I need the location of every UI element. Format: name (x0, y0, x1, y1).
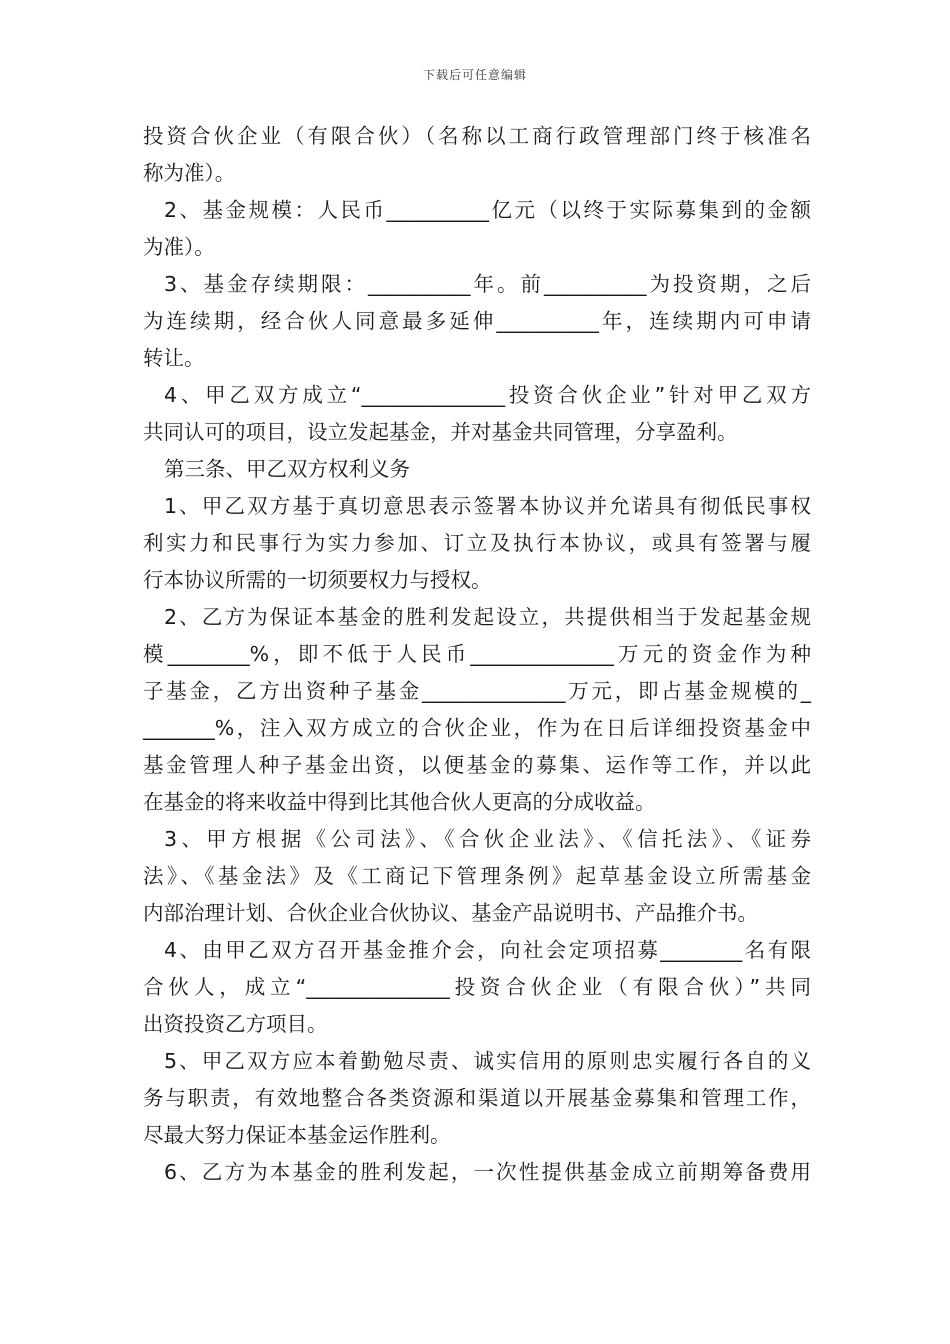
document-body (143, 118, 811, 1191)
page-header: 下载后可任意编辑 (422, 68, 527, 82)
text-line: 出资投资乙方项目。 (143, 1012, 328, 1036)
text-line: 行本协议所需的一切须要权力与授权。 (143, 568, 492, 592)
text-line: 5、甲乙双方应本着勤勉尽责、诚实信用的原则忠实履行各自的义 (164, 1049, 811, 1073)
text-line: 利实力和民事行为实力参加、订立及执行本协议，或具有签署与履 (143, 531, 811, 555)
text-line: 3、基金存续期限：__________年。前__________为投资期，之后 (164, 272, 811, 296)
text-line: 称为准）。 (143, 161, 236, 185)
text-line: 2、乙方为保证本基金的胜利发起设立，共提供相当于发起基金规 (164, 605, 811, 629)
text-line: 1、甲乙双方基于真切意思表示签署本协议并允诺具有彻低民事权 (164, 494, 811, 518)
text-line: 模________%，即不低于人民币______________万元的资金作为种 (143, 642, 811, 666)
text-line: 投资合伙企业（有限合伙）（名称以工商行政管理部门终于核准名 (143, 124, 811, 148)
text-line: 第三条、甲乙双方权利义务 (164, 457, 410, 481)
text-line: 基金管理人种子基金出资，以便基金的募集、运作等工作，并以此 (143, 753, 811, 777)
text-line: 子基金，乙方出资种子基金______________万元，即占基金规模的_ (143, 679, 811, 703)
text-line: 4、甲乙双方成立“______________投资合伙企业”针对甲乙双方 (164, 383, 811, 407)
text-line: 为连续期，经合伙人同意最多延伸__________年，连续期内可申请 (143, 309, 811, 333)
text-line: 3、甲方根据《公司法》、《合伙企业法》、《信托法》、《证券 (164, 827, 811, 851)
text-line: 在基金的将来收益中得到比其他合伙人更高的分成收益。 (143, 790, 656, 814)
text-line: 转让。 (143, 346, 205, 370)
text-line: 2、基金规模：人民币__________亿元（以终于实际募集到的金额 (164, 198, 811, 222)
text-line: 内部治理计划、合伙企业合伙协议、基金产品说明书、产品推介书。 (143, 901, 758, 925)
text-line: 共同认可的项目，设立发起基金，并对基金共同管理，分享盈利。 (143, 420, 738, 444)
text-line: 合伙人，成立“______________投资合伙企业（有限合伙）”共同 (143, 975, 811, 999)
text-line: 法》、《基金法》及《工商记下管理条例》起草基金设立所需基金 (143, 864, 811, 888)
text-line: _______%，注入双方成立的合伙企业，作为在日后详细投资基金中 (143, 716, 811, 740)
text-line: 4、由甲乙双方召开基金推介会，向社会定项招募________名有限 (164, 938, 811, 962)
text-line: 6、乙方为本基金的胜利发起，一次性提供基金成立前期筹备费用 (164, 1160, 811, 1184)
text-line: 务与职责，有效地整合各类资源和渠道以开展基金募集和管理工作， (143, 1086, 811, 1110)
text-line: 为准）。 (143, 235, 215, 259)
text-line: 尽最大努力保证本基金运作胜利。 (143, 1123, 451, 1147)
